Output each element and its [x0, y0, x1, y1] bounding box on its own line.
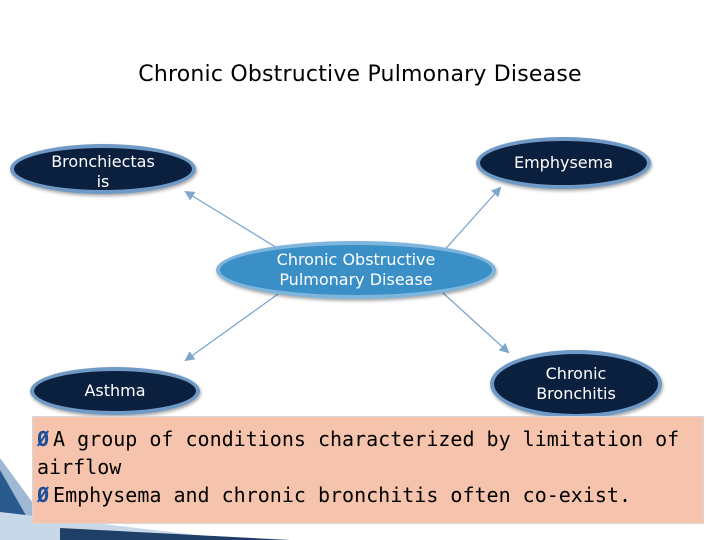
note-item	[37, 481, 703, 509]
node-chronic-bronchitis	[490, 350, 662, 418]
node-emphysema-label: Emphysema	[513, 153, 614, 172]
bullet-arrow-icon: Ø	[37, 483, 50, 507]
note-text-1: A group of conditions characterized by limitation of airflow	[37, 427, 680, 479]
node-asthma-label: Asthma	[84, 381, 146, 400]
notes-box	[32, 416, 704, 524]
node-copd-center-label: Chronic Obstructive Pulmonary Disease	[276, 250, 436, 289]
node-asthma	[30, 367, 200, 415]
arrow-center-to-chronic-bronchitis	[432, 283, 508, 352]
node-copd-center	[216, 241, 496, 299]
note-text-2: Emphysema and chronic bronchitis often co-exist.	[53, 483, 632, 507]
bullet-arrow-icon: Ø	[37, 427, 50, 451]
slide-title: Chronic Obstructive Pulmonary Disease	[138, 62, 582, 87]
arrow-center-to-asthma	[186, 284, 292, 360]
node-emphysema	[476, 137, 651, 189]
note-item	[37, 425, 703, 481]
node-bronchiectasis-label: Bronchiectas is	[51, 152, 155, 191]
node-chronic-bronchitis-label: Chronic Bronchitis	[536, 364, 616, 403]
node-bronchiectasis	[10, 144, 196, 194]
